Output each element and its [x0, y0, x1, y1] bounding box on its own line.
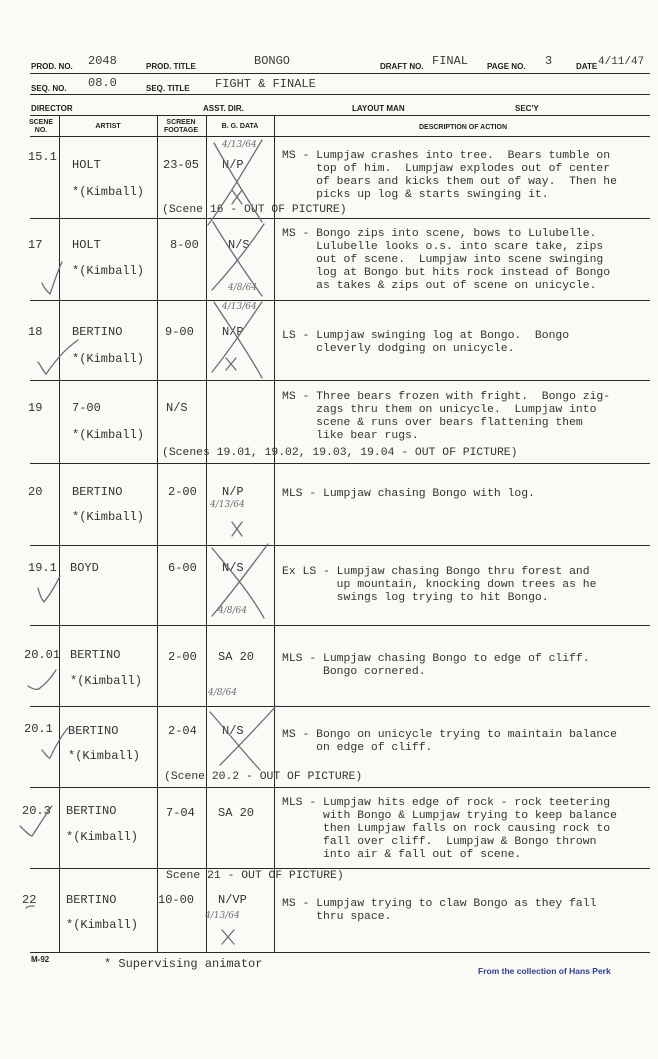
action-description: MLS - Lumpjaw chasing Bongo to edge of cliff. Bongo cornered.: [282, 653, 590, 678]
scene-note: (Scenes 19.01, 19.02, 19.03, 19.04 - OUT OF PICTURE): [162, 447, 518, 459]
page-no-label: PAGE NO.: [487, 62, 526, 71]
bg-data: SA 20: [218, 806, 255, 820]
row-separator: [30, 300, 650, 301]
screen-footage: 6-00: [168, 561, 197, 575]
action-description: LS - Lumpjaw swinging log at Bongo. Bongo cleverly dodging on unicycle.: [282, 330, 570, 355]
cross-stroke: [212, 224, 264, 290]
divider-artist: [157, 115, 158, 953]
supervising-animator: *(Kimball): [72, 352, 145, 366]
check-mark: [28, 670, 56, 689]
table-bottom-rule: [30, 952, 650, 953]
scene-number: 20: [28, 485, 43, 499]
x-mark: [232, 522, 242, 536]
scene-note: (Scene 20.2 - OUT OF PICTURE): [164, 771, 363, 783]
handwritten-date: 4/8/64: [218, 606, 247, 616]
screen-footage: 23-05: [163, 158, 200, 172]
seq-title-label: SEQ. TITLE: [146, 84, 190, 93]
row-separator: [30, 706, 650, 707]
screen-footage: N/S: [166, 401, 188, 415]
scene-number: 19.1: [28, 561, 57, 575]
bg-data: N/P: [222, 325, 244, 339]
row-separator: [30, 380, 650, 381]
supervising-animator: *(Kimball): [72, 510, 145, 524]
date-value: 4/11/47: [598, 56, 645, 68]
col-artist: ARTIST: [95, 123, 121, 130]
draft-no-value: FINAL: [432, 54, 469, 68]
screen-footage: 10-00: [158, 893, 195, 907]
scene-number: 22: [22, 893, 37, 907]
action-description: MLS - Lumpjaw hits edge of rock - rock teetering with Bongo & Lumpjaw trying to keep balance then Lumpjaw falls on rock causing rock to fall over cliff. Lumpjaw & Bongo thrown into air & fall out of scene.: [282, 797, 617, 861]
draft-no-label: DRAFT NO.: [380, 62, 424, 71]
supervising-animator: *(Kimball): [70, 674, 143, 688]
action-description: MLS - Lumpjaw chasing Bongo with log.: [282, 488, 535, 500]
cross-stroke: [214, 302, 262, 378]
bg-data: N/P: [222, 158, 244, 172]
screen-footage: 2-04: [168, 724, 197, 738]
row-separator: [30, 625, 650, 626]
director-label: DIRECTOR: [31, 104, 73, 113]
screen-footage: 9-00: [165, 325, 194, 339]
artist-name: HOLT: [72, 158, 101, 172]
action-description: MS - Bongo on unicycle trying to maintain balance on edge of cliff.: [282, 729, 617, 754]
artist-name: HOLT: [72, 238, 101, 252]
row-separator: [30, 218, 650, 219]
action-description: MS - Three bears frozen with fright. Bongo zig- zags thru them on unicycle. Lumpjaw into scene & runs over bears flattening them like bear rugs.: [282, 391, 611, 442]
scene-number: 19: [28, 401, 43, 415]
scene-note: (Scene 16 - OUT OF PICTURE): [162, 204, 347, 216]
layout-man-label: LAYOUT MAN: [352, 104, 405, 113]
screen-footage: 2-00: [168, 650, 197, 664]
row-separator: [30, 787, 650, 788]
bg-data: N/P: [222, 485, 244, 499]
artist-name: BERTINO: [72, 485, 123, 499]
header-rule-2: [30, 94, 650, 95]
row-separator: [30, 868, 650, 869]
divider-bg: [274, 115, 275, 953]
prod-title-label: PROD. TITLE: [146, 62, 196, 71]
date-label: DATE: [576, 62, 598, 71]
supervising-animator-footnote: * Supervising animator: [104, 957, 263, 971]
screen-footage: 7-04: [166, 806, 195, 820]
supervising-animator: *(Kimball): [66, 918, 139, 932]
seq-no-value: 08.0: [88, 76, 117, 90]
prod-no-label: PROD. NO.: [31, 62, 73, 71]
collection-credit: From the collection of Hans Perk: [478, 966, 611, 976]
artist-name: 7-00: [72, 401, 101, 415]
seq-no-label: SEQ. NO.: [31, 84, 67, 93]
scene-number: 17: [28, 238, 43, 252]
row-separator: [30, 545, 650, 546]
artist-name: BOYD: [70, 561, 99, 575]
bg-data: N/VP: [218, 893, 247, 907]
header-rule-3: [30, 115, 650, 116]
action-description: Ex LS - Lumpjaw chasing Bongo thru forest and up mountain, knocking down trees as he swings log trying to hit Bongo.: [282, 566, 597, 604]
column-header-rule: [30, 136, 650, 137]
handwritten-date: 4/13/64: [222, 302, 257, 312]
artist-name: BERTINO: [68, 724, 119, 738]
check-mark: [38, 576, 60, 602]
scene-number: 20.01: [24, 648, 61, 662]
action-description: MS - Lumpjaw trying to claw Bongo as they fall thru space.: [282, 898, 597, 923]
supervising-animator: *(Kimball): [72, 264, 145, 278]
screen-footage: 2-00: [168, 485, 197, 499]
col-scene-no: SCENE NO.: [28, 119, 54, 134]
action-description: MS - Lumpjaw crashes into tree. Bears tumble on top of him. Lumpjaw explodes out of center of bears and kicks them out of way. Then he picks up log & starts swinging it.: [282, 150, 617, 201]
x-mark: [226, 358, 236, 370]
handwritten-date: 4/13/64: [210, 500, 245, 510]
cross-stroke: [210, 712, 260, 770]
header-rule-1: [30, 73, 650, 74]
col-description: DESCRIPTION OF ACTION: [418, 124, 508, 131]
scene-number: 18: [28, 325, 43, 339]
seq-title-value: FIGHT & FINALE: [215, 77, 316, 91]
divider-footage: [206, 115, 207, 953]
supervising-animator: *(Kimball): [68, 749, 141, 763]
scene-number: 15.1: [28, 150, 57, 164]
screen-footage: 8-00: [170, 238, 199, 252]
artist-name: BERTINO: [72, 325, 123, 339]
secy-label: SEC'Y: [515, 104, 539, 113]
x-mark: [222, 930, 234, 944]
handwritten-date: 4/13/64: [222, 140, 257, 150]
handwritten-date: 4/8/64: [208, 688, 237, 698]
scene-number: 20.1: [24, 722, 53, 736]
bg-data: N/S: [228, 238, 250, 252]
artist-name: BERTINO: [66, 893, 117, 907]
supervising-animator: *(Kimball): [72, 185, 145, 199]
col-screen-footage: SCREEN FOOTAGE: [163, 119, 199, 134]
col-bg-data: B. G. DATA: [221, 123, 259, 130]
form-number: M-92: [31, 955, 50, 964]
row-separator: [30, 463, 650, 464]
bg-data: N/S: [222, 561, 244, 575]
divider-scene: [59, 115, 60, 953]
supervising-animator: *(Kimball): [72, 428, 145, 442]
scene-note: Scene 21 - OUT OF PICTURE): [166, 870, 344, 882]
handwritten-date: 4/8/64: [228, 283, 257, 293]
x-mark: [232, 190, 242, 204]
handwritten-date: 4/13/64: [205, 911, 240, 921]
bg-data: SA 20: [218, 650, 255, 664]
artist-name: BERTINO: [70, 648, 121, 662]
supervising-animator: *(Kimball): [66, 830, 139, 844]
page-no-value: 3: [545, 54, 553, 68]
prod-no-value: 2048: [88, 54, 117, 68]
scene-number: 20.3: [22, 804, 51, 818]
asst-dir-label: ASST. DIR.: [203, 104, 244, 113]
prod-title-value: BONGO: [254, 54, 291, 68]
action-description: MS - Bongo zips into scene, bows to Lulubelle. Lulubelle looks o.s. into scare take, zips out of scene. Lumpjaw into scene swinging log at Bongo but hits rock instead of Bongo as takes & zips out of scene on unicycle.: [282, 228, 611, 292]
bg-data: N/S: [222, 724, 244, 738]
artist-name: BERTINO: [66, 804, 117, 818]
